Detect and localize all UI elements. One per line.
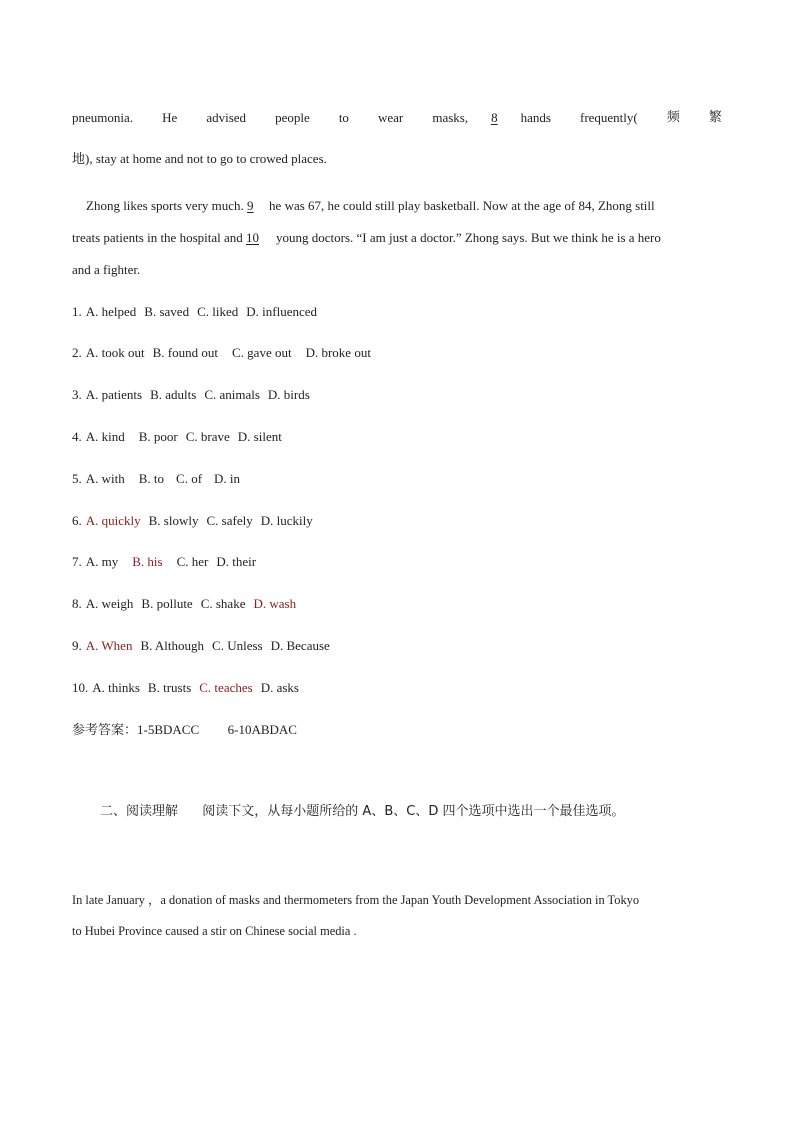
question-option: B. found out bbox=[152, 345, 218, 360]
paragraph-2-line-2 bbox=[72, 230, 722, 246]
word: frequently( bbox=[579, 110, 638, 125]
word: He bbox=[162, 110, 178, 125]
text-segment bbox=[86, 198, 655, 214]
question-number: 3. bbox=[72, 387, 82, 402]
answer-key-part-2: 6-10ABDAC bbox=[227, 722, 297, 737]
question-option: C. Unless bbox=[212, 638, 263, 653]
question-row bbox=[72, 471, 722, 487]
question-option: A. kind bbox=[85, 429, 125, 444]
reading-line-1: In late January ，a donation of masks and thermometers from the Japan Youth Development Association in Tokyo bbox=[72, 893, 640, 907]
question-option: B. pollute bbox=[141, 596, 193, 611]
highlighted-option: A. When bbox=[85, 638, 133, 653]
question-option: C. gave out bbox=[232, 345, 292, 360]
answer-key bbox=[72, 722, 722, 739]
question-option: B. saved bbox=[144, 304, 190, 319]
question-option: C. her bbox=[176, 554, 209, 569]
blank-10: 10 bbox=[246, 230, 260, 245]
text: treats patients in the hospital and bbox=[72, 230, 243, 245]
question-row bbox=[72, 638, 722, 654]
question-option: C. safely bbox=[206, 513, 253, 528]
text: young doctors. “I am just a doctor.” Zhong says. But we think he is a hero bbox=[276, 230, 661, 245]
question-row bbox=[72, 304, 722, 320]
question-option: C. brave bbox=[185, 429, 230, 444]
question-row bbox=[72, 554, 722, 570]
word: hands bbox=[520, 110, 551, 125]
question-option: A. helped bbox=[85, 304, 137, 319]
word: pneumonia. bbox=[72, 110, 134, 125]
question-number: 1. bbox=[72, 304, 82, 319]
highlighted-option: A. quickly bbox=[85, 513, 141, 528]
question-option: D. silent bbox=[237, 429, 282, 444]
question-option: B. to bbox=[138, 471, 165, 486]
word: to bbox=[338, 110, 349, 125]
question-row bbox=[72, 596, 722, 612]
blank-9: 9 bbox=[247, 198, 254, 213]
question-option: D. Because bbox=[270, 638, 330, 653]
word: advised bbox=[206, 110, 247, 125]
highlighted-option: B. his bbox=[132, 554, 163, 569]
question-option: C. of bbox=[176, 471, 203, 486]
question-option: C. liked bbox=[197, 304, 239, 319]
question-row bbox=[72, 345, 722, 361]
question-option: A. patients bbox=[85, 387, 143, 402]
question-option: D. asks bbox=[260, 680, 299, 695]
question-number: 7. bbox=[72, 554, 82, 569]
passage-line-2: 地), stay at home and not to go to crowed places. bbox=[72, 151, 327, 166]
question-option: D. in bbox=[214, 471, 241, 486]
passage-line-1 bbox=[72, 110, 722, 126]
question-option: B. poor bbox=[138, 429, 178, 444]
question-option: D. birds bbox=[267, 387, 310, 402]
question-number: 4. bbox=[72, 429, 82, 444]
question-row bbox=[72, 680, 722, 696]
question-option: B. Although bbox=[140, 638, 205, 653]
question-option: A. thinks bbox=[92, 680, 140, 695]
question-option: C. shake bbox=[200, 596, 246, 611]
blank-8: 8 bbox=[491, 110, 498, 125]
highlighted-option: C. teaches bbox=[199, 680, 253, 695]
word: masks, bbox=[432, 110, 469, 125]
question-option: D. influenced bbox=[246, 304, 318, 319]
question-row bbox=[72, 513, 722, 529]
word: people bbox=[275, 110, 310, 125]
text: he was 67, he could still play basketball. Now at the age of 84, Zhong still bbox=[269, 198, 655, 213]
question-number: 5. bbox=[72, 471, 82, 486]
word: 频 bbox=[666, 110, 680, 125]
question-option: C. animals bbox=[204, 387, 260, 402]
question-option: B. trusts bbox=[147, 680, 192, 695]
question-option: B. adults bbox=[150, 387, 197, 402]
question-number: 6. bbox=[72, 513, 82, 528]
answer-key-label: 参考答案： bbox=[72, 723, 138, 738]
text: Zhong likes sports very much. bbox=[86, 198, 244, 213]
section-2-title: 二、阅读理解 bbox=[100, 804, 179, 819]
question-option: D. luckily bbox=[260, 513, 313, 528]
question-row bbox=[72, 429, 722, 445]
answer-key-part-1: 1-5BDACC bbox=[137, 722, 200, 737]
word-with-blank bbox=[432, 110, 551, 126]
question-number: 10. bbox=[72, 680, 89, 695]
word: 繁 bbox=[708, 110, 722, 125]
question-option: D. broke out bbox=[305, 345, 371, 360]
question-option: B. slowly bbox=[148, 513, 199, 528]
paragraph-2-line-1 bbox=[72, 198, 722, 214]
highlighted-option: D. wash bbox=[253, 596, 297, 611]
paragraph-2-line-3: and a fighter. bbox=[72, 262, 141, 277]
question-option: A. weigh bbox=[85, 596, 134, 611]
question-number: 2. bbox=[72, 345, 82, 360]
question-option: D. their bbox=[216, 554, 257, 569]
question-row bbox=[72, 387, 722, 403]
word: wear bbox=[378, 110, 404, 125]
section-2-instruction: 阅读下文，从每小题所给的 A、B、C、D 四个选项中选出一个最佳选项。 bbox=[202, 804, 625, 819]
question-number: 8. bbox=[72, 596, 82, 611]
question-option: A. took out bbox=[85, 345, 145, 360]
section-2-heading bbox=[72, 804, 750, 820]
question-option: A. with bbox=[85, 471, 125, 486]
reading-line-2: to Hubei Province caused a stir on Chinese social media . bbox=[72, 924, 357, 938]
question-option: A. my bbox=[85, 554, 119, 569]
question-number: 9. bbox=[72, 638, 82, 653]
